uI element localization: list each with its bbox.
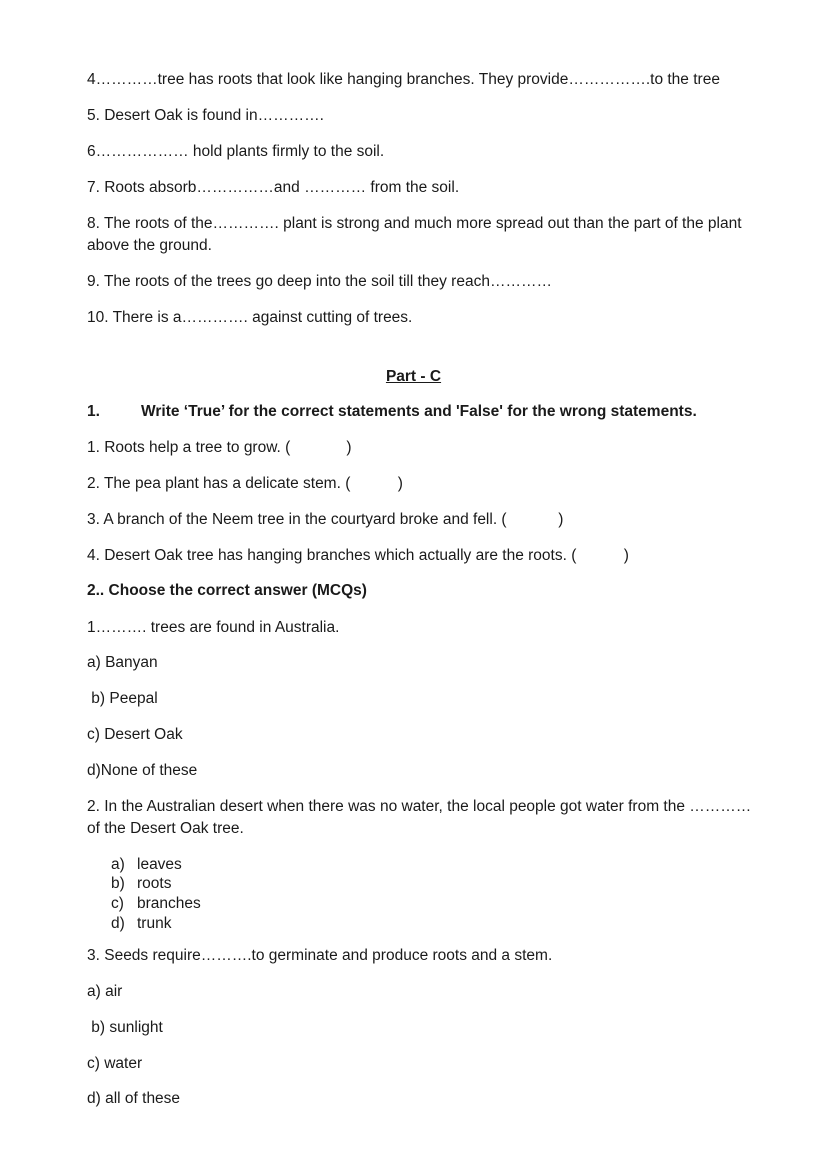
section-1-number: 1. (87, 403, 100, 420)
blank-question-7: 7. Roots absorb……………and ………… from the soil. (87, 179, 460, 196)
mcq-2-option-a (111, 855, 182, 875)
blank-question-9: 9. The roots of the trees go deep into the soil till they reach………… (87, 273, 552, 290)
option-label: c) (111, 895, 124, 912)
section-2-title: 2.. Choose the correct answer (MCQs) (87, 582, 367, 599)
blank-question-4: 4…………tree has roots that look like hanging branches. They provide…………….to the tree (87, 71, 720, 88)
mcq-2-option-b (111, 874, 171, 894)
mcq-question-3: 3. Seeds require……….to germinate and produce roots and a stem. (87, 947, 553, 964)
option-text: branches (137, 895, 201, 912)
blank-question-5: 5. Desert Oak is found in…………. (87, 107, 324, 124)
option-label: a) (111, 856, 125, 873)
mcq-1-option-a: a) Banyan (87, 654, 158, 671)
option-text: roots (137, 875, 172, 892)
blank-question-8: 8. The roots of the…………. plant is strong and much more spread out than the part of the plant above the ground. (87, 215, 742, 254)
mcq-3-option-c: c) water (87, 1055, 143, 1072)
mcq-1-option-b: b) Peepal (87, 690, 158, 707)
option-text: leaves (137, 856, 182, 873)
mcq-3-option-d: d) all of these (87, 1090, 181, 1107)
mcq-1-option-d: d)None of these (87, 762, 198, 779)
mcq-2-option-c (111, 894, 201, 914)
true-false-statement-1: 1. Roots help a tree to grow. ( ) (87, 439, 352, 456)
blank-question-10: 10. There is a…………. against cutting of trees. (87, 309, 413, 326)
true-false-statement-3: 3. A branch of the Neem tree in the courtyard broke and fell. ( ) (87, 511, 564, 528)
option-label: d) (111, 915, 125, 932)
option-label: b) (111, 875, 125, 892)
mcq-1-option-c: c) Desert Oak (87, 726, 183, 743)
true-false-statement-4: 4. Desert Oak tree has hanging branches which actually are the roots. ( ) (87, 547, 629, 564)
true-false-statement-2: 2. The pea plant has a delicate stem. ( ) (87, 475, 403, 492)
blank-question-6: 6……………… hold plants firmly to the soil. (87, 143, 385, 160)
part-c-heading: Part - C (385, 368, 442, 385)
option-text: trunk (137, 915, 172, 932)
mcq-question-1: 1………. trees are found in Australia. (87, 619, 340, 636)
mcq-2-option-d (111, 914, 171, 934)
section-1-instruction: Write ‘True’ for the correct statements and 'False' for the wrong statements. (141, 403, 697, 420)
mcq-question-2: 2. In the Australian desert when there was no water, the local people got water from the …………of the Desert Oak tree. (87, 798, 752, 837)
section-1-title (87, 401, 757, 423)
mcq-3-option-a: a) air (87, 983, 123, 1000)
mcq-3-option-b: b) sunlight (87, 1019, 163, 1036)
